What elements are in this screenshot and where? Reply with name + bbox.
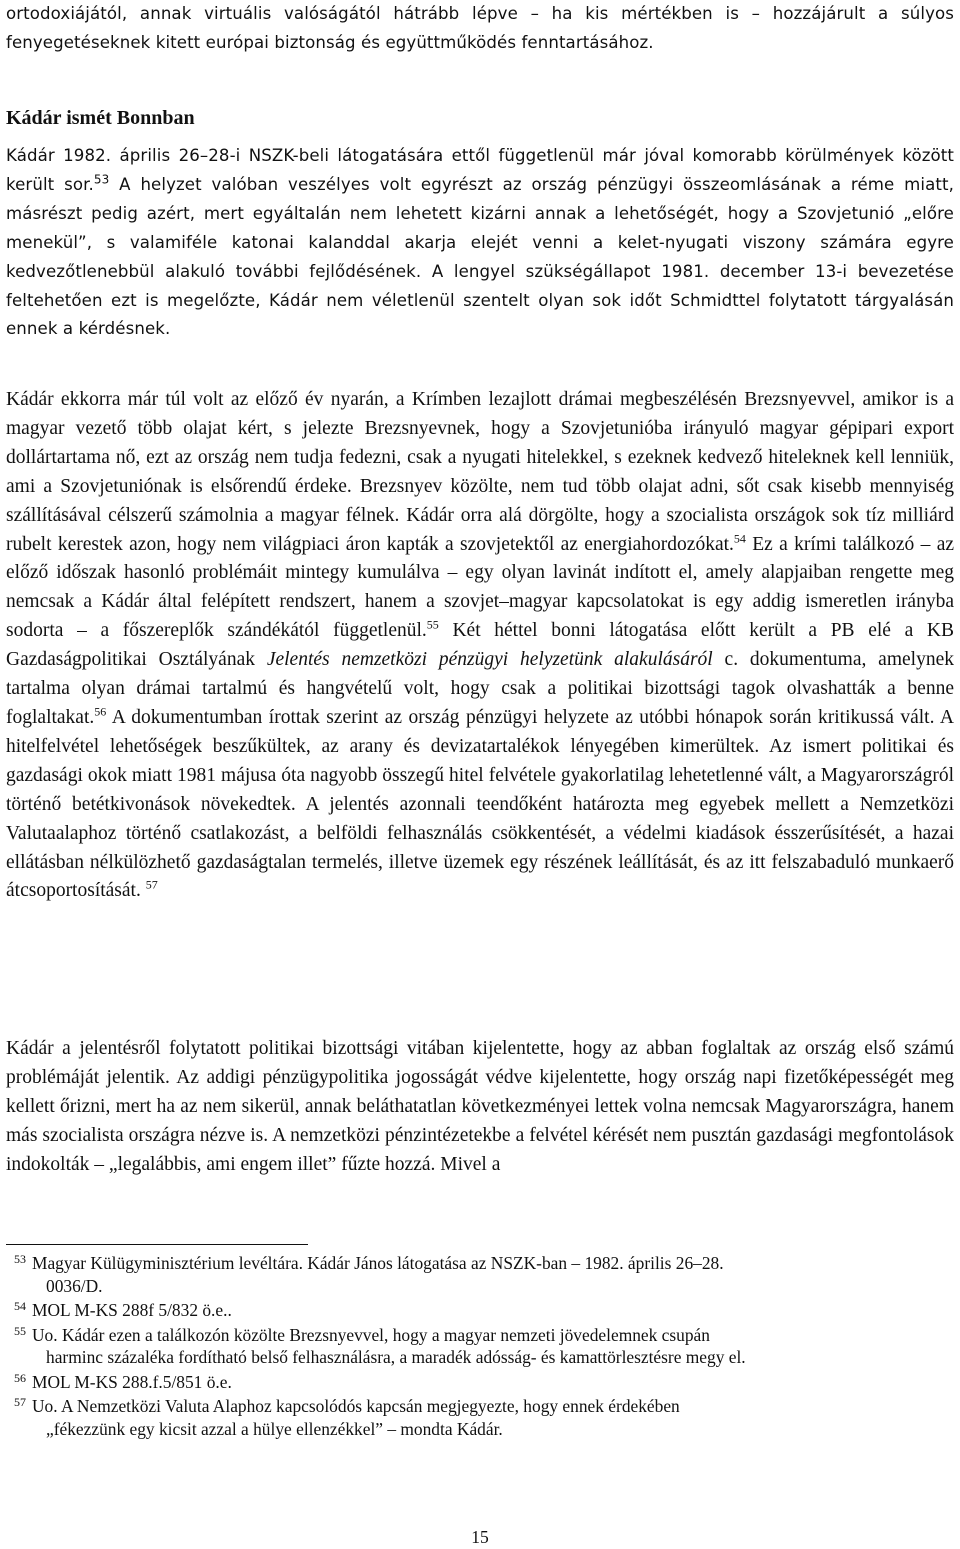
paragraph-2 [6,386,954,906]
paragraph-1 [6,142,954,344]
footnote-number: 54 [14,1299,26,1313]
document-title-italic: Jelentés nemzetközi pénzügyi helyzetünk alakulásáról [266,649,713,671]
footnote-ref-55[interactable]: 55 [426,617,439,632]
footnote-54 [14,1299,954,1322]
paragraph-2-text-b: Ez a krími találkozó – az előző időszak hasonló problémáit mintegy kumulálva – egy olyan lavinát indított el, amely alapjaiban rengette meg nemcsak a Kádár által felépített rendszert, hanem a szovjet–magyar kapcsolatokat is egy addig ismeretlen irányba sodorta – a főszereplők szándékától függetlenül. [6,533,955,642]
page-number: 15 [471,1527,489,1547]
footnote-text: Uo. A Nemzetközi Valuta Alaphoz kapcsolódós kapcsán megjegyezte, hogy ennek érdekében [32,1396,680,1416]
footnote-text: Uo. Kádár ezen a találkozón közölte Brezsnyevvel, hogy a magyar nemzeti jövedelemnek csupán [32,1324,710,1345]
footnote-text-continued: 0036/D. [46,1275,103,1296]
footnotes [14,1252,954,1442]
footnote-57 [14,1395,954,1440]
footnote-number: 56 [14,1370,26,1385]
footnote-text-continued: harminc százaléka fordítható belső felhasználásra, a maradék adósság- és kamattörlesztésre megy el. [46,1347,746,1367]
footnote-ref-57[interactable]: 57 [145,877,158,892]
footnote-ref-53[interactable]: 53 [93,172,110,187]
paragraph-2-text-a: Kádár ekkorra már túl volt az előző év nyarán, a Krímben lezajlott drámai megbeszélésén Brezsnyevvel, amikor is a magyar vezető több olajat kért, s jelezte Brezsnyevnek, hogy a Szovjetunióba irányuló magyar gépipari export dollártartama nő, ezt az ország nem tudja fedezni, csak a nyugati hitelekkel, s ezeknek kedvező hiteleknek kell lenniük, ami a Szovjetuniónak is elsőrendű érdeke. Brezsnyev közölte, nem tud több olajat adni, sőt csak kisebb mennyiség szállításával célszerű számolnia a magyar félnek. Kádár orra alá dörgölte, hogy a szocialista országok sok tíz milliárd rubelt kerestek azon, hogy nem világpiaci áron kapták a szovjetektől az energiahordozókat. [6,389,954,555]
paragraph-2-text-c: Két héttel bonni látogatása előtt került a PB elé a KB Gazdaságpolitikai Osztályának [6,620,955,671]
paragraph-2-text-d: c. dokumentuma, amelynek tartalma olyan drámai tartalmú és hangvételű volt, hogy csak a politikai bizottsági tagok olvashatták a benne foglaltakat. [6,649,954,728]
section-heading: Kádár ismét Bonnban [6,107,195,129]
footnote-ref-56[interactable]: 56 [94,704,107,719]
footnote-number: 53 [14,1252,26,1266]
paragraph-2-text-e: A dokumentumban írottak szerint az ország pénzügyi helyzete az utóbbi hónapok során kritikussá vált. A hitelfelvétel lehetőségek beszűkültek, az arany és devizatartalékok lényegében kimerültek. Az ismert politikai és gazdasági okok miatt 1981 májusa óta nagyobb összegű hitel felvétele gyakorlatilag lehetetlenné vált, a Magyarországról történő betétkivonások növekedtek. A jelentés azonnali teendőként határozta meg egyebek mellett a Nemzetközi Valutaalaphoz történő csatlakozást, a belföldi felhasználás csökkentését, a védelmi kiadások ésszerűsítését, a hazai ellátásban nélkülözhető gazdaságtalan termelés, illetve üzemek egy részének leállítását, és az itt felszabaduló munkaerő átcsoportosítását. [6,706,954,902]
footnote-55 [14,1324,954,1369]
footnote-text: MOL M-KS 288.f.5/851 ö.e. [32,1371,232,1392]
footnote-ref-54[interactable]: 54 [733,531,746,546]
intro-paragraph: ortodoxiájától, annak virtuális valóságától hátrább lépve – ha kis mértékben is – hozzájárult a súlyos fenyegetéseknek kitett európai biztonság és együttműködés fenntartásához. [6,4,954,52]
footnote-number: 55 [14,1323,26,1338]
footnote-56 [14,1371,954,1394]
footnote-text: Magyar Külügyminisztérium levéltára. Kádár János látogatása az NSZK-ban – 1982. április 26–28. [32,1253,724,1273]
footnote-separator [6,1244,308,1245]
footnote-text: MOL M-KS 288f 5/832 ö.e.. [32,1300,232,1320]
footnote-number: 57 [14,1395,26,1409]
paragraph-3: Kádár a jelentésről folytatott politikai bizottsági vitában kijelentette, hogy az abban foglaltak az ország első számú problémáját jelentik. Az addigi pénzügypolitika jogosságát védve kijelentette, hogy ország napi fizetőképességét meg kellett őrizni, mert ha az nem sikerül, annak beláthatatlan következményei lettek volna nemcsak Magyarországra, hanem más szocialista országra nézve is. A nemzetközi pénzintézetekbe a felvétel kérését nem pusztán gazdasági megfontolások indokolták – „legalábbis, ami engem illet” fűzte hozzá. Mivel a [6,1038,954,1175]
footnote-53 [14,1252,954,1297]
paragraph-1-text-a: Kádár 1982. április 26–28-i NSZK-beli látogatására ettől függetlenül már jóval komorabb körülmények között került sor. [6,146,954,194]
footnote-text-continued: „fékezzünk egy kicsit azzal a hülye ellenzékkel” – mondta Kádár. [46,1418,503,1439]
paragraph-1-text-b: A helyzet valóban veszélyes volt egyrészt az ország pénzügyi összeomlásának a réme miatt, másrészt pedig azért, mert egyáltalán nem lehetett kizárni annak a lehetőségét, hogy a Szovjetunió „előre menekül”, s valamiféle katonai kalanddal akarja elejét venni a kelet-nyugati viszony számára egyre kedvezőtlenebbül alakuló további fejlődésének. A lengyel szükségállapot 1981. december 13-i bevezetése feltehetően ezt is megelőzte, Kádár nem véletlenül szentelt olyan sok időt Schmidttel folytatott tárgyalásán ennek a kérdésnek. [6,174,954,339]
